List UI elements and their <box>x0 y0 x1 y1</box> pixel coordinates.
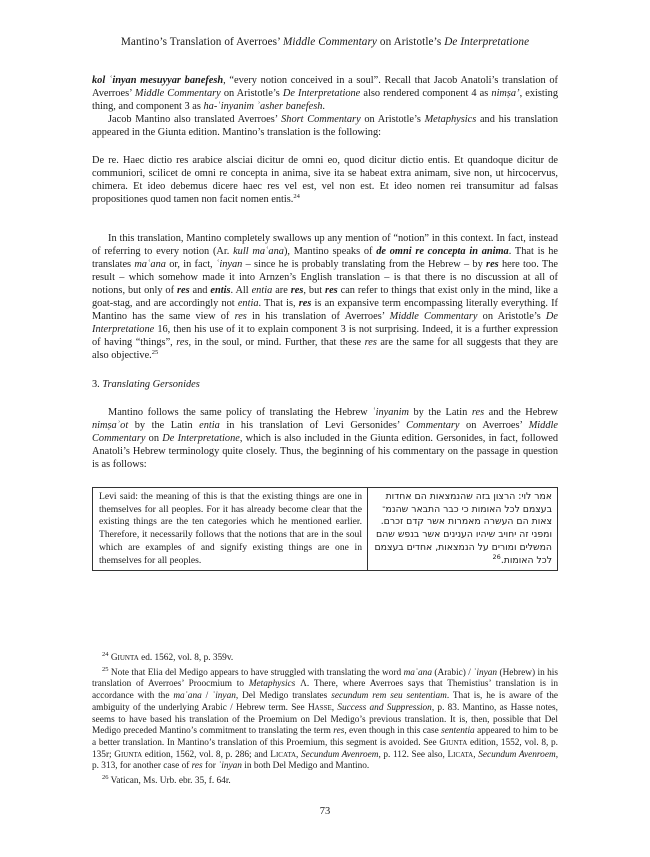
running-head-text-2: on Aristotle’s <box>377 36 445 48</box>
body-text-top <box>92 74 558 139</box>
paragraph-3-block <box>92 232 558 362</box>
paragraph-1: kol ʿinyan mesuyyar banefesh, “every notion conceived in a soul”. Recall that Jacob Anatoli’s translation of Averroes’ Middle Commentary on Aristotle’s De Interpretatione also rendered component 4 as nimṣa’, existing thing, and component 3 as ha-ʿinyanim ʾasher banefesh. <box>92 75 559 113</box>
paragraph-3: In this translation, Mantino completely swallows up any mention of “notion” in this context. In fact, instead of referring to every notion (Ar. kull maʿana), Mantino speaks of de omni re concepta in anima. That is he translates maʿana or, in fact, ʿinyan – since he is probably translating from the Hebrew – by res here too. The result – which somehow made it into Arnzen’s English translation – is that there is no discussion at all of notions, but only of res and entis. All entia are res, but res can refer to things that exist only in the mind, like a goat-stag, and are accordingly not entia. That is, res is an expansive term encompassing literally everything. If Mantino has the same view of res in his translation of Averroes’ Middle Commentary on Aristotle’s De Interpretatione 16, then his use of it to explain component 3 is not surprising. Indeed, it is a further expression of having “things”, res, in the soul, or mind. Further, that these res are the same for all suggests that they are also objective.$^{25}$ <box>92 233 558 362</box>
english-cell: Levi said: the meaning of this is that the existing things are one in themselves for all peoples. For it has already become clear that the existing things are the ten categories which he mentioned earlier. Therefore, it necessarily follows that the notions that are in the soul which are examples of and signify existing things are one in themselves for all peoples. <box>93 488 368 571</box>
table-row <box>93 488 558 571</box>
footnote-ref-25: 25 <box>151 349 159 357</box>
paragraph-2: Jacob Mantino also translated Averroes’ Short Commentary on Aristotle’s Metaphysics and his translation appeared in the Giunta edition. Mantino’s translation is the following: <box>92 114 558 139</box>
hebrew-cell <box>368 488 558 571</box>
footnote-ref-26: 26 <box>492 552 501 561</box>
running-head <box>0 36 650 48</box>
footnote-24: $^{24}$ Giunta ed. 1562, vol. 8, p. 359v. <box>102 651 234 663</box>
paragraph-4-block <box>92 406 558 471</box>
page-number: 73 <box>319 806 331 817</box>
section-number: 3. <box>92 379 103 390</box>
paragraph-4: Mantino follows the same policy of translating the Hebrew ʿinyanim by the Latin res and the Hebrew nimṣaʾot by the Latin entia in his translation of Levi Gersonides’ Commentary on Averroes’ Middle Commentary on De Interpretatione, which is also included in the Giunta edition. Gersonides, in fact, followed Anatoli’s Hebrew terminology quite closely. Thus, the beginning of his commentary on the passage in question is as follows: <box>92 407 558 471</box>
footnote-25: $^{25}$ Note that Elia del Medigo appears to have struggled with translating the word maʿana (Arabic) / ʿinyan (Hebrew) in his translation of Averroes’ Proocmium to Metaphysics Λ. There, where Averroes says that Themistius’ translation is in accordance with the maʿana / ʿinyan, Del Medigo translates secundum rem seu sententiam. That is, he is aware of the ambiguity of the underlying Arabic / Hebrew term. See Hasse, Success and Suppression, p. 83. Mantino, as Hasse notes, seems to have based his translation of the Proemium on Del Medigo’s previous translation. It is, then, possible that Del Medigo preceded Mantino’s commitment to translating the term res, even though in this case sententia appeared to him to be a better translation. In Mantino’s translation of this Proemium, this segment is avoided. See Giunta edition, 1552, vol. 8, p. 135r; Giunta edition, 1562, vol. 8, p. 286; and Licata, Secundum Avenroem, p. 112. See also, Licata, Secundum Avenroem, p. 313, for another case of res for ʿinyan in both Del Medigo and Mantino. <box>92 665 559 772</box>
latin-quotation <box>92 154 558 206</box>
footnotes <box>92 653 558 791</box>
hebrew-text: אמר לוי: הרצון בזה שהנמצאות הם אחדות בעצמם לכל האומות כי כבר התבאר שהנמ־ צאות הם העשרה מאמרות אשר קדם זכרם. ומפני זה יחויב שיהיו הענינים אשר בנפש שהם המשלים ומורים על הנמצאות, אחדים בעצמם לכל האומות. <box>374 491 552 566</box>
footnote-26: $^{26}$ Vatican, Ms. Urb. ebr. 35, f. 64r. <box>102 774 231 787</box>
footnote-ref-24: 24 <box>293 193 300 201</box>
running-head-title-1: Middle Commentary <box>283 36 377 48</box>
running-head-text: Mantino’s Translation of Averroes’ <box>120 36 284 48</box>
running-head-title-2: De Interpretatione <box>444 36 530 48</box>
section-heading <box>92 378 558 391</box>
section-title: Translating Gersonides <box>102 379 200 390</box>
bilingual-table <box>92 487 558 571</box>
quotation-text: De re. Haec dictio res arabice alsciai dicitur de omni eo, quod dicitur dictio entis. Et quandoque dicitur de communiori, scilicet de omni re concepta in anima, sive ita se habeat extra animam, sive non, ut hircocervus, chimera. Et ideo debemus dicere haec res vel est, vel non est. Et ideo nomen rei transumitur ad falsas propositiones quod tamen non facit nomen entis.$^{24}$ <box>92 155 558 206</box>
